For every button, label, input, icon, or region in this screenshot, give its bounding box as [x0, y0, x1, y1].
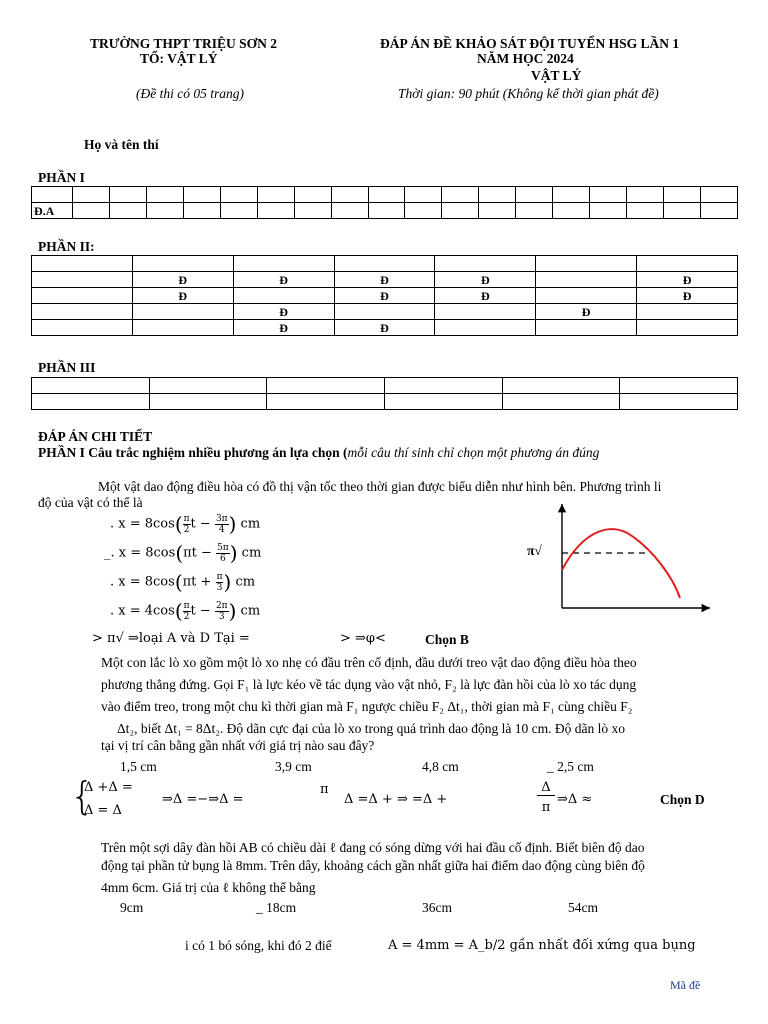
q3-option-c: 36cm — [422, 900, 452, 915]
pages-note: (Đề thi có 05 trang) — [136, 86, 244, 101]
school-year: NĂM HỌC 2024 — [477, 51, 574, 66]
q2-line4: Δt₂, biết Δt₁ = 8Δt₂. Độ dãn cực đại của lò xo trong quá trình dao động là 10 cm. Độ dãn lò xo — [117, 721, 625, 736]
exam-title: ĐÁP ÁN ĐỀ KHẢO SÁT ĐỘI TUYỂN HSG LẦN 1 — [380, 36, 680, 51]
q2-option-c: 4,8 cm — [422, 759, 459, 774]
table-row — [32, 378, 738, 394]
part3-title: PHẦN III — [38, 360, 96, 375]
q2-fraction-denominator: π — [541, 800, 551, 815]
q3-option-d: 54cm — [568, 900, 598, 915]
part2-title: PHẦN II: — [38, 239, 95, 254]
part1-heading: PHẦN I Câu trắc nghiệm nhiều phương án lựa chọn (mỗi câu thí sinh chỉ chọn một phương án đúng — [38, 445, 600, 460]
q1-solution-b: > ⇒φ< — [340, 631, 386, 646]
school-name: TRƯỜNG THPT TRIỆU SƠN 2 — [90, 36, 278, 51]
part1-row-answers — [32, 203, 738, 219]
q2-fraction-numerator: Δ — [537, 780, 555, 796]
q1-option-c: . x = 8cos(πt + $\frac{\pi}{3}$ ) cm — [110, 570, 256, 594]
department: TỔ: VẬT LÝ — [140, 51, 218, 66]
part3-answer-table — [31, 377, 738, 410]
table-row — [32, 394, 738, 410]
q2-line1: Một con lắc lò xo gồm một lò xo nhẹ có đầu trên cố định, đầu dưới treo vật dao động điều hòa theo — [101, 655, 637, 670]
q1-solution-a: > π√ ⇒loại A và D Tại = — [92, 631, 250, 646]
q2-answer: Chọn D — [660, 792, 705, 807]
q1-answer: Chọn B — [425, 632, 469, 647]
detail-title: ĐÁP ÁN CHI TIẾT — [38, 429, 153, 444]
part1-row-numbers — [32, 187, 738, 203]
q1-line2: độ của vật có thể là — [38, 495, 143, 510]
table-row: Đ Đ — [32, 320, 738, 336]
candidate-label: Họ và tên thí — [84, 137, 159, 152]
q3-line2: động tại phần tử bụng là 8mm. Trên dây, khoảng cách gần nhất giữa hai điểm dao động cùng biên độ — [101, 858, 645, 873]
velocity-curve — [562, 529, 680, 598]
velocity-time-graph — [520, 500, 715, 625]
q3-solution-left: i có 1 bó sóng, khi đó 2 điể — [185, 938, 332, 953]
q2-solution-part2: Δ =Δ + ⇒ =Δ + — [344, 792, 448, 807]
q2-solution-part3: ⇒Δ ≈ — [557, 792, 593, 807]
q1-option-b: _. x = 8cos(πt − $\frac{5\pi}{6}$ ) cm — [104, 541, 262, 565]
system-brace: { — [70, 774, 95, 818]
q3-option-b: _ 18cm — [256, 900, 297, 915]
part1-answer-table — [31, 186, 738, 219]
part1-row-label: Đ.A — [32, 203, 73, 219]
q2-option-b: 3,9 cm — [275, 759, 312, 774]
subject: VẬT LÝ — [531, 68, 582, 83]
q2-line5: tại vị trí cân bằng gần nhất với giá trị nào sau đây? — [101, 738, 375, 753]
q2-option-d: _ 2,5 cm — [547, 759, 594, 774]
q2-line2: phương thẳng đứng. Gọi F₁ là lực kéo về tác dụng vào vật nhỏ, F₂ là lực đàn hồi của lò xo tác dụng — [101, 677, 637, 692]
q2-solution-pi: π — [320, 782, 329, 797]
part1-title: PHẦN I — [38, 170, 85, 185]
part2-answer-table — [31, 255, 738, 336]
time-note: Thời gian: 90 phút (Không kể thời gian phát đề) — [398, 86, 659, 101]
q2-line3: vào điểm treo, trong một chu kì thời gian mà F₁ ngược chiều F₂ Δt₁, thời gian mà F₁ cùng chiều F₂ — [101, 699, 633, 714]
q3-line3: 4mm 6cm. Giá trị của ℓ không thể bằng — [101, 880, 316, 895]
q2-system-line2: Δ = Δ — [84, 803, 122, 818]
q3-option-a: 9cm — [120, 900, 144, 915]
table-row: Đ Đ Đ Đ — [32, 288, 738, 304]
q1-option-a: . x = 8cos( $\frac{\pi}{2}$ t − $\frac{3\pi}{4}$ ) cm — [110, 512, 261, 536]
graph-level-label: π√ — [527, 543, 542, 558]
q2-solution-part1: ⇒Δ =−⇒Δ = — [162, 792, 244, 807]
q3-solution-right: A = 4mm = A_b/2 gần nhất đối xứng qua bụng — [388, 938, 696, 953]
q2-option-a: 1,5 cm — [120, 759, 157, 774]
table-row: Đ Đ — [32, 304, 738, 320]
q1-option-d: . x = 4cos( $\frac{\pi}{2}$ t − $\frac{2\pi}{3}$ ) cm — [110, 599, 261, 623]
table-row: Đ Đ Đ Đ Đ — [32, 272, 738, 288]
part2-header-row — [32, 256, 738, 272]
q1-line1: Một vật dao động điều hòa có đồ thị vận tốc theo thời gian được biểu diễn như hình bên. Phương trình li — [98, 479, 662, 494]
exam-code-footer: Mã đề — [670, 978, 701, 992]
q2-system-line1: Δ +Δ = — [84, 780, 133, 795]
q3-line1: Trên một sợi dây đàn hồi AB có chiều dài ℓ đang có sóng dừng với hai đầu cố định. Biết biên độ dao — [101, 840, 645, 855]
